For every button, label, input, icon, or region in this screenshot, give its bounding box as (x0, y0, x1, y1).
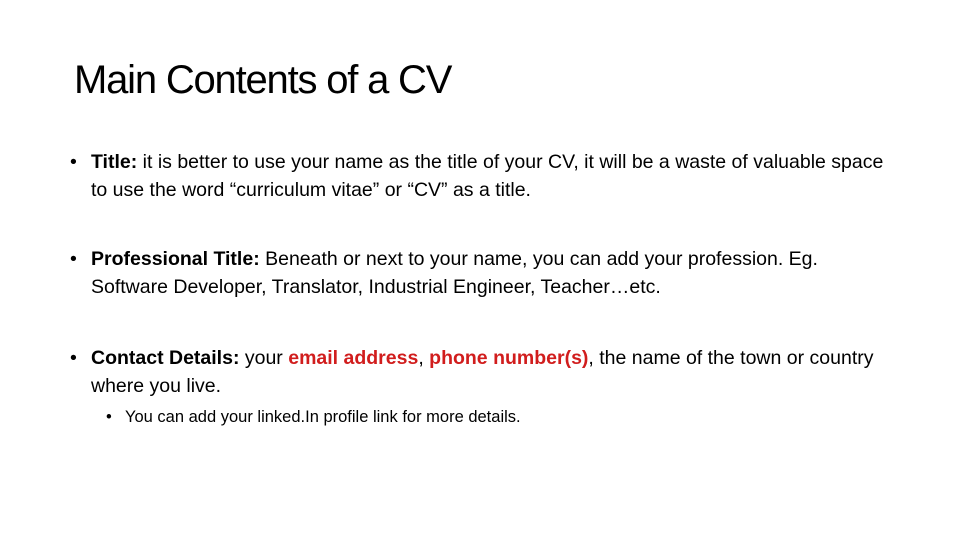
bullet-title-label: Title: (91, 151, 138, 173)
bullet-contact-details-separator: , (418, 347, 430, 369)
sub-bullet-linkedin: • You can add your linked.In profile link for more details. (70, 405, 890, 429)
bullet-professional-title (70, 245, 890, 301)
bullet-title-text: it is better to use your name as the title of your CV, it will be a waste of valuable space to use the word “curriculum vitae” or “CV” as a title. (91, 151, 884, 201)
bullet-title (70, 148, 890, 204)
bullet-list (70, 148, 890, 429)
bullet-professional-title-label: Professional Title: (91, 248, 260, 270)
bullet-professional-title-text: Beneath or next to your name, you can add your profession. Eg. Software Developer, Translator, Industrial Engineer, Teacher…etc. (91, 248, 818, 298)
bullet-contact-details (70, 344, 890, 400)
highlight-phone-numbers: phone number(s) (429, 347, 589, 369)
bullet-contact-details-text-after: , the name of the town or country where you live. (91, 347, 874, 397)
bullet-contact-details-label: Contact Details: (91, 347, 240, 369)
highlight-email-address: email address (288, 347, 419, 369)
slide-title: Main Contents of a CV (74, 58, 452, 102)
bullet-contact-details-text-before: your (239, 347, 289, 369)
